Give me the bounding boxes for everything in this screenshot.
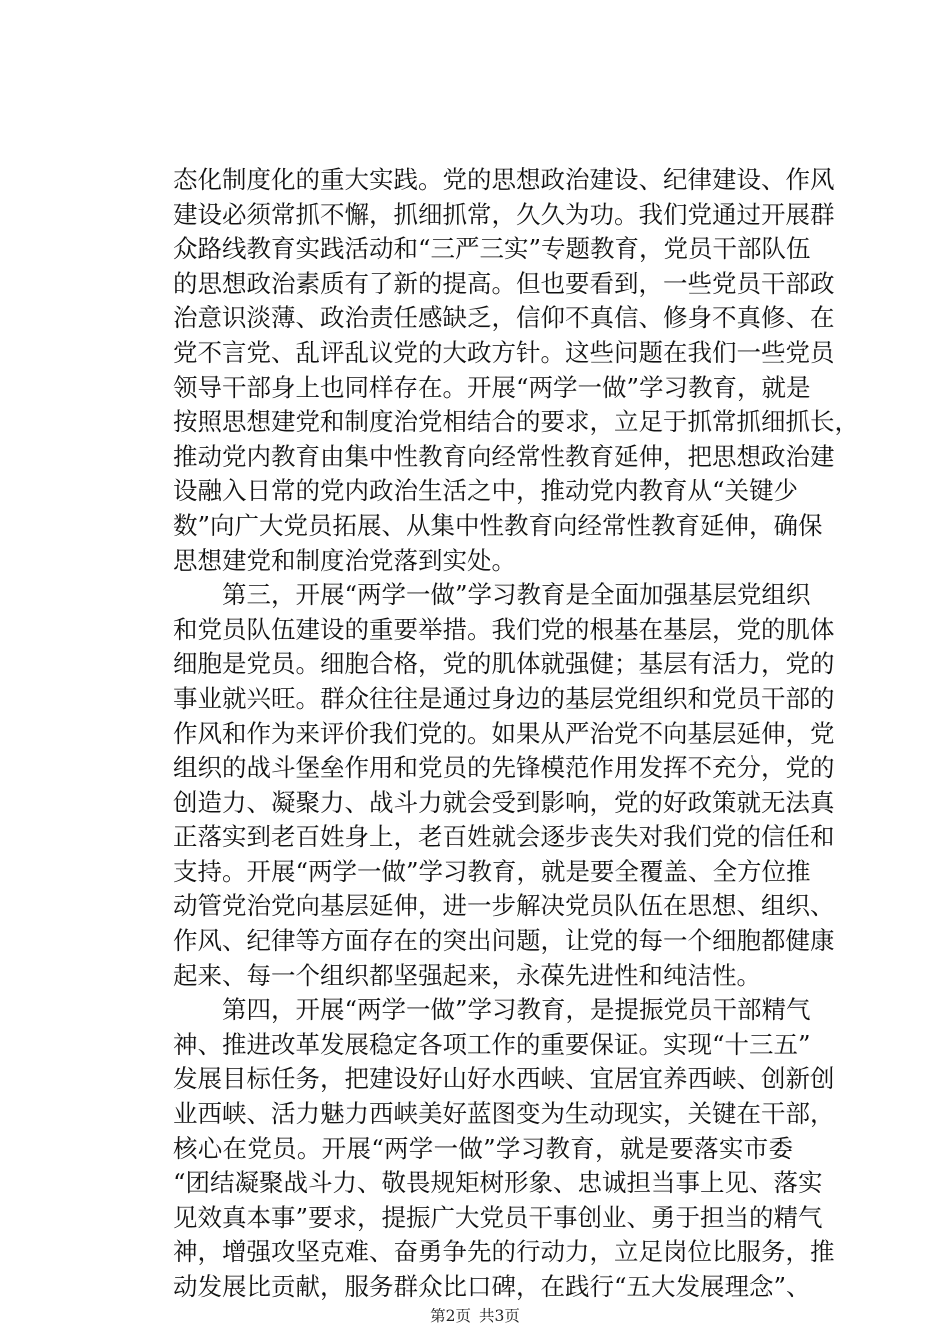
text-line: 动管党治党向基层延伸，进一步解决党员队伍在思想、组织、 [173, 891, 835, 921]
text-line: 业西峡、活力魅力西峡美好蓝图变为生动现实，关键在干部， [173, 1099, 835, 1129]
text-line: 神，增强攻坚克难、奋勇争先的行动力，立足岗位比服务，推 [173, 1237, 835, 1267]
text-line: 的思想政治素质有了新的提高。但也要看到，一些党员干部政 [173, 268, 835, 298]
text-line: 领导干部身上也同样存在。开展“两学一做”学习教育，就是 [173, 372, 811, 402]
text-line: 组织的战斗堡垒作用和党员的先锋模范作用发挥不充分，党的 [173, 753, 835, 783]
text-line: 和党员队伍建设的重要举措。我们党的根基在基层，党的肌体 [173, 614, 835, 644]
text-line: 众路线教育实践活动和“三严三实”专题教育，党员干部队伍 [173, 234, 811, 264]
text-line: 事业就兴旺。群众往往是通过身边的基层党组织和党员干部的 [173, 683, 835, 713]
text-line: 创造力、凝聚力、战斗力就会受到影响，党的好政策就无法真 [173, 787, 835, 817]
text-line: 数”向广大党员拓展、从集中性教育向经常性教育延伸，确保 [173, 510, 823, 540]
text-line: 作风和作为来评价我们党的。如果从严治党不向基层延伸，党 [173, 718, 835, 748]
text-line: 态化制度化的重大实践。党的思想政治建设、纪律建设、作风 [173, 165, 835, 194]
page-total: 共3页 [479, 1307, 520, 1325]
page-number: 第2页 [430, 1307, 471, 1325]
text-line: 细胞是党员。细胞合格，党的肌体就强健；基层有活力，党的 [173, 649, 835, 679]
text-line: 起来、每一个组织都坚强起来，永葆先进性和纯洁性。 [173, 960, 761, 990]
paragraph-start-line: 第四，开展“两学一做”学习教育，是提振党员干部精气 [222, 995, 811, 1025]
text-line: 作风、纪律等方面存在的突出问题，让党的每一个细胞都健康 [173, 926, 835, 956]
body-text [173, 163, 859, 1305]
text-line: 支持。开展“两学一做”学习教育，就是要全覆盖、全方位推 [173, 856, 811, 886]
text-line: 发展目标任务，把建设好山好水西峡、宜居宜养西峡、创新创 [173, 1064, 835, 1094]
text-line: 设融入日常的党内政治生活之中，推动党内教育从“关键少 [173, 476, 799, 506]
text-line: “团结凝聚战斗力、敬畏规矩树形象、忠诚担当事上见、落实 [173, 1168, 823, 1198]
text-line: 见效真本事”要求，提振广大党员干事创业、勇于担当的精气 [173, 1202, 823, 1232]
text-line: 思想建党和制度治党落到实处。 [173, 545, 516, 575]
page-footer [0, 1306, 950, 1326]
text-line: 按照思想建党和制度治党相结合的要求，立足于抓常抓细抓长， [173, 407, 859, 437]
paragraph-start-line: 第三，开展“两学一做”学习教育是全面加强基层党组织 [222, 580, 811, 610]
text-line: 核心在党员。开展“两学一做”学习教育，就是要落实市委 [173, 1133, 793, 1163]
text-line: 推动党内教育由集中性教育向经常性教育延伸，把思想政治建 [173, 441, 835, 471]
text-line: 正落实到老百姓身上，老百姓就会逐步丧失对我们党的信任和 [173, 822, 835, 852]
text-line: 动发展比贡献，服务群众比口碑，在践行“五大发展理念”、 [173, 1272, 811, 1301]
text-line: 治意识淡薄、政治责任感缺乏，信仰不真信、修身不真修、在 [173, 303, 835, 333]
text-line: 神、推进改革发展稳定各项工作的重要保证。实现“十三五” [173, 1029, 811, 1059]
text-line: 建设必须常抓不懈，抓细抓常，久久为功。我们党通过开展群 [173, 199, 835, 229]
text-line: 党不言党、乱评乱议党的大政方针。这些问题在我们一些党员 [173, 337, 835, 367]
